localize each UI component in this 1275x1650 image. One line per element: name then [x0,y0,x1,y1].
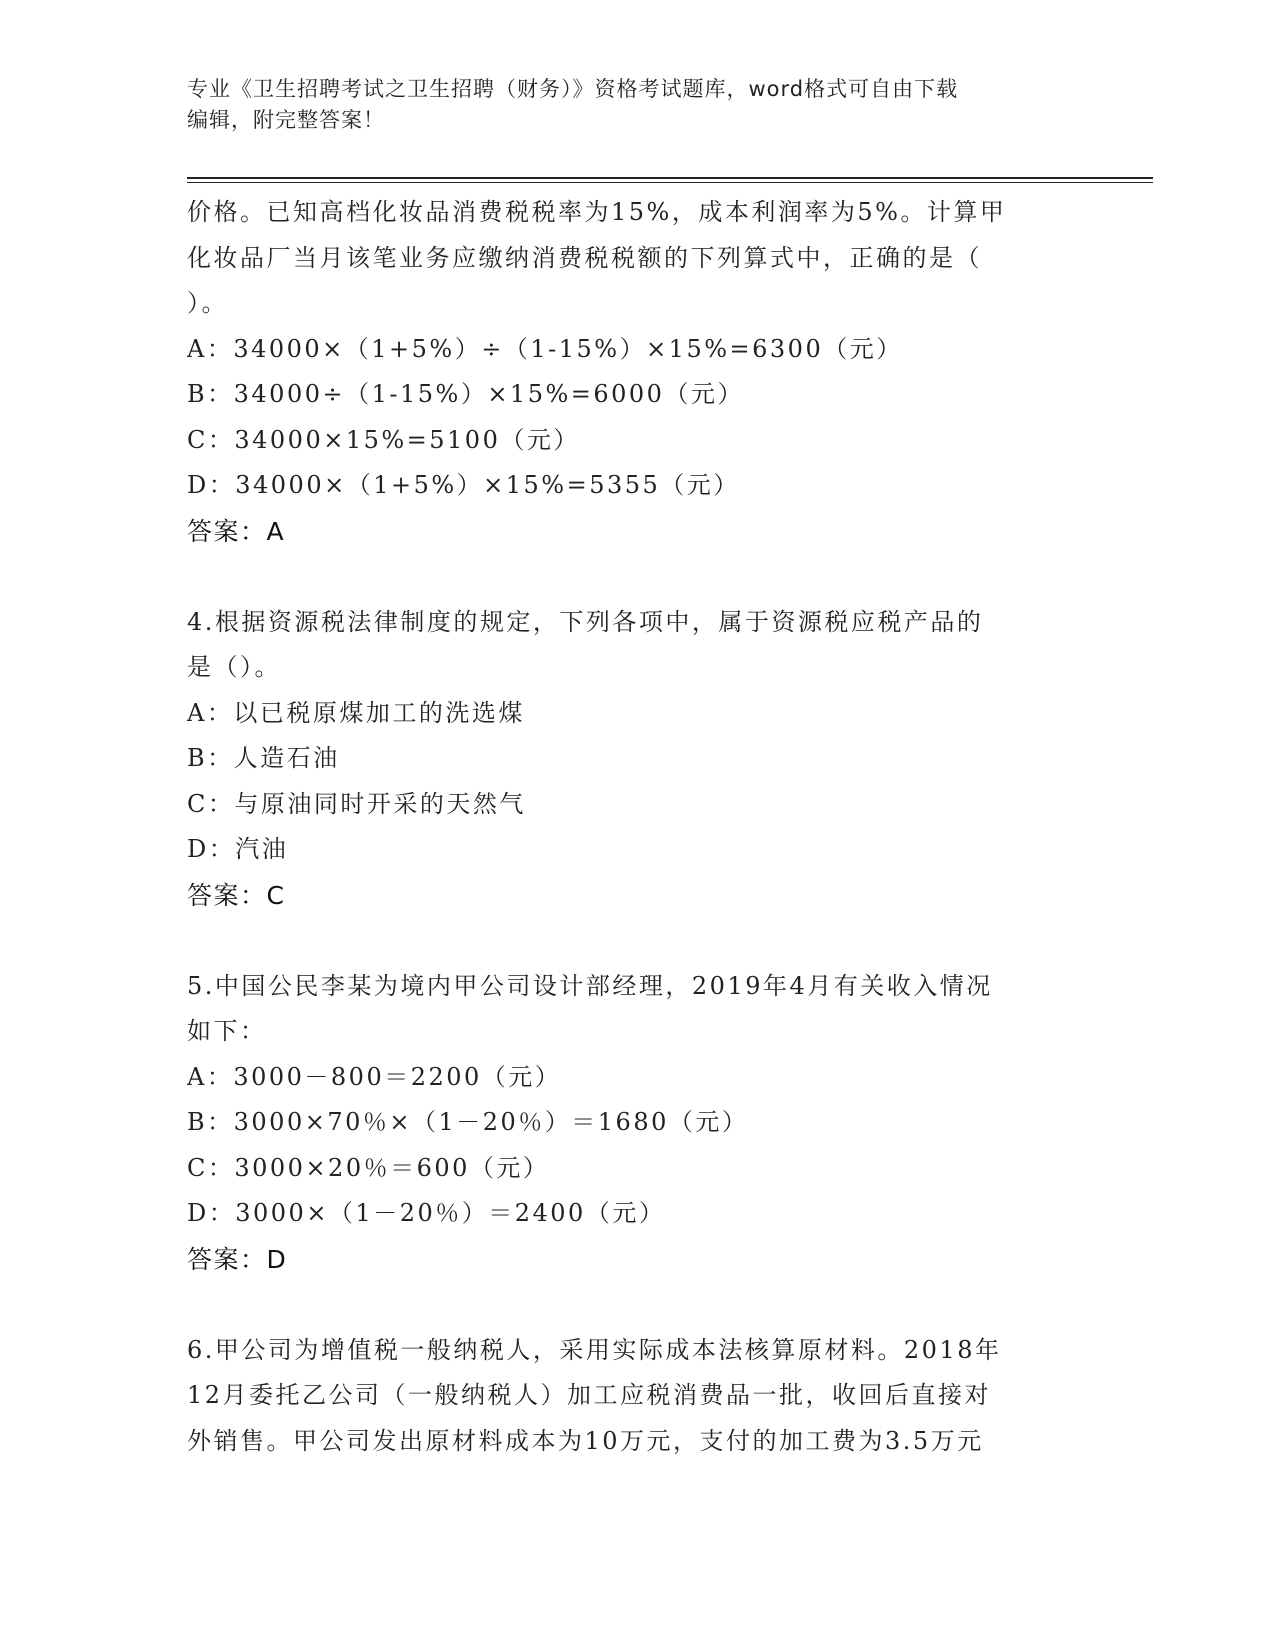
spacer [187,918,1077,964]
question-stem-line: 化妆品厂当月该笔业务应缴纳消费税税额的下列算式中，正确的是（ [187,243,982,272]
option-c: C：34000×15%=5100（元） [187,425,580,454]
option-a: A：以已税原煤加工的洗选煤 [187,698,525,727]
header-title-line-2: 编辑，附完整答案！ [187,108,385,132]
option-c: C：与原油同时开采的天然气 [187,789,526,818]
question-3 [187,190,1077,554]
header-rule-thick [187,177,1153,179]
spacer [187,1282,1077,1328]
question-5 [187,964,1077,1283]
question-stem-line: 是（）。 [187,653,281,681]
option-d: D：3000×（1－20％）＝2400（元） [187,1199,666,1227]
header-title-line-1: 专业《卫生招聘考试之卫生招聘（财务）》资格考试题库，word格式可自由下载 [187,77,959,101]
answer-label: 答案：A [187,516,286,546]
question-stem-line: 外销售。甲公司发出原材料成本为10万元，支付的加工费为3.5万元 [187,1426,984,1455]
question-stem-line: 4.根据资源税法律制度的规定，下列各项中，属于资源税应税产品的 [187,607,984,636]
document-body [187,190,1077,1464]
option-b: B：34000÷（1-15%）×15%=6000（元） [187,380,744,408]
option-c: C：3000×20％＝600（元） [187,1153,550,1182]
question-stem-line: ）。 [187,289,228,317]
question-stem-line: 6.甲公司为增值税一般纳税人，采用实际成本法核算原材料。2018年 [187,1335,1002,1364]
page-header [187,74,1067,136]
question-stem-line: 如下： [187,1017,267,1045]
spacer [187,554,1077,600]
header-rule-thin [187,182,1153,183]
question-stem-line: 价格。已知高档化妆品消费税税率为15%，成本利润率为5%。计算甲 [187,198,1007,226]
option-a: A：34000×（1+5%）÷（1-15%）×15%=6300（元） [187,334,903,363]
option-b: B：人造石油 [187,744,340,772]
option-b: B：3000×70％×（1－20％）＝1680（元） [187,1108,749,1136]
question-4 [187,600,1077,919]
question-stem-line: 5.中国公民李某为境内甲公司设计部经理，2019年4月有关收入情况 [187,971,993,1000]
option-d: D：汽油 [187,835,289,863]
question-stem-line: 12月委托乙公司（一般纳税人）加工应税消费品一批，收回后直接对 [187,1381,992,1409]
answer-label: 答案：C [187,880,286,910]
answer-label: 答案：D [187,1244,288,1274]
question-6 [187,1328,1077,1465]
option-d: D：34000×（1+5%）×15%=5355（元） [187,471,740,499]
option-a: A：3000－800＝2200（元） [187,1062,562,1091]
